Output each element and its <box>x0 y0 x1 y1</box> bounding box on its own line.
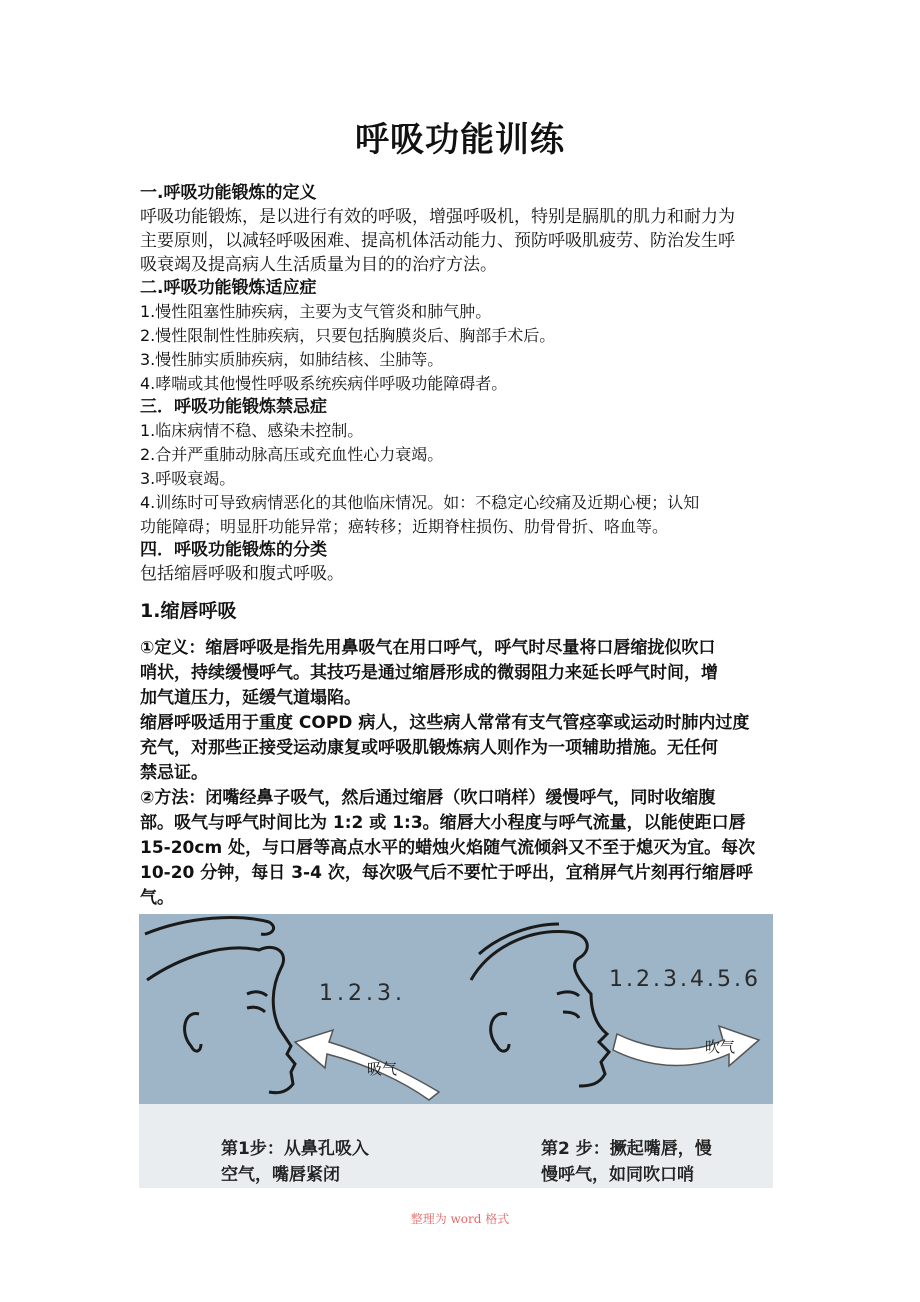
list-item: 功能障碍；明显肝功能异常；癌转移；近期脊柱损伤、肋骨骨折、咯血等。 <box>140 517 669 536</box>
paragraph-line: 吸衰竭及提高病人生活质量为目的的治疗方法。 <box>140 255 497 275</box>
list-item: 4.哮喘或其他慢性呼吸系统疾病伴呼吸功能障碍者。 <box>140 374 508 393</box>
method-line: 部。吸气与呼气时间比为 1:2 或 1:3。缩唇大小程度与呼气流量，以能使距口唇 <box>140 813 746 833</box>
pursed-lip-breathing-illustration <box>139 914 773 1188</box>
step1-caption-line2: 空气，嘴唇紧闭 <box>221 1165 340 1185</box>
right-count-label: 1.2.3.4.5.6 <box>609 967 761 992</box>
definition-line: 禁忌证。 <box>140 763 208 783</box>
paragraph-line: 主要原则，以减轻呼吸困难、提高机体活动能力、预防呼吸肌疲劳、防治发生呼 <box>140 231 735 251</box>
step2-caption-line2: 慢呼气，如同吹口哨 <box>541 1165 694 1185</box>
method-line: ②方法：闭嘴经鼻子吸气，然后通过缩唇（吹口哨样）缓慢呼气，同时收缩腹 <box>140 788 716 808</box>
document-body <box>140 182 790 911</box>
step1-caption-line1: 第1步：从鼻孔吸入 <box>221 1139 369 1159</box>
method-line: 气。 <box>140 888 174 908</box>
definition-line: 充气，对那些正接受运动康复或呼吸肌锻炼病人则作为一项辅助措施。无任何 <box>140 738 718 758</box>
step2-caption-line1: 第2 步：撅起嘴唇，慢 <box>541 1139 712 1159</box>
method-line: 15-20cm 处，与口唇等高点水平的蜡烛火焰随气流倾斜又不至于熄灭为宜。每次 <box>140 838 756 858</box>
section-heading-classification: 四．呼吸功能锻炼的分类 <box>140 540 327 560</box>
list-item: 3.呼吸衰竭。 <box>140 469 236 488</box>
list-item: 2.合并严重肺动脉高压或充血性心力衰竭。 <box>140 445 444 464</box>
definition-line: 缩唇呼吸适用于重度 COPD 病人，这些病人常常有支气管痉挛或运动时肺内过度 <box>140 713 750 733</box>
list-item: 4.训练时可导致病情恶化的其他临床情况。如：不稳定心绞痛及近期心梗；认知 <box>140 493 700 512</box>
page-footer: 整理为 word 格式 <box>410 1212 510 1226</box>
list-item: 1.慢性阻塞性肺疾病，主要为支气管炎和肺气肿。 <box>140 302 492 321</box>
list-item: 1.临床病情不稳、感染未控制。 <box>140 421 364 440</box>
definition-line: 哨状，持续缓慢呼气。其技巧是通过缩唇形成的微弱阻力来延长呼气时间，增 <box>140 663 718 683</box>
inhale-label: 吸气 <box>367 1060 398 1078</box>
section-heading-indications: 二.呼吸功能锻炼适应症 <box>140 278 317 298</box>
subsection-heading: 1.缩唇呼吸 <box>140 600 237 622</box>
illustration-svg <box>139 914 773 1188</box>
left-count-label: 1.2.3. <box>319 981 406 1006</box>
paragraph-line: 包括缩唇呼吸和腹式呼吸。 <box>140 564 344 584</box>
exhale-label: 吹气 <box>705 1038 736 1056</box>
section-heading-definition: 一.呼吸功能锻炼的定义 <box>140 183 317 203</box>
page-title: 呼吸功能训练 <box>355 120 565 160</box>
method-line: 10-20 分钟，每日 3-4 次，每次吸气后不要忙于呼出，宜稍屏气片刻再行缩唇呼 <box>140 863 753 883</box>
section-heading-contraindications: 三．呼吸功能锻炼禁忌症 <box>140 397 327 417</box>
paragraph-line: 呼吸功能锻炼，是以进行有效的呼吸，增强呼吸机，特别是膈肌的肌力和耐力为 <box>140 207 735 227</box>
definition-line: 加气道压力，延缓气道塌陷。 <box>140 688 361 708</box>
definition-line: ①定义：缩唇呼吸是指先用鼻吸气在用口呼气，呼气时尽量将口唇缩拢似吹口 <box>140 638 716 658</box>
list-item: 3.慢性肺实质肺疾病，如肺结核、尘肺等。 <box>140 350 444 369</box>
list-item: 2.慢性限制性性肺疾病，只要包括胸膜炎后、胸部手术后。 <box>140 326 556 345</box>
